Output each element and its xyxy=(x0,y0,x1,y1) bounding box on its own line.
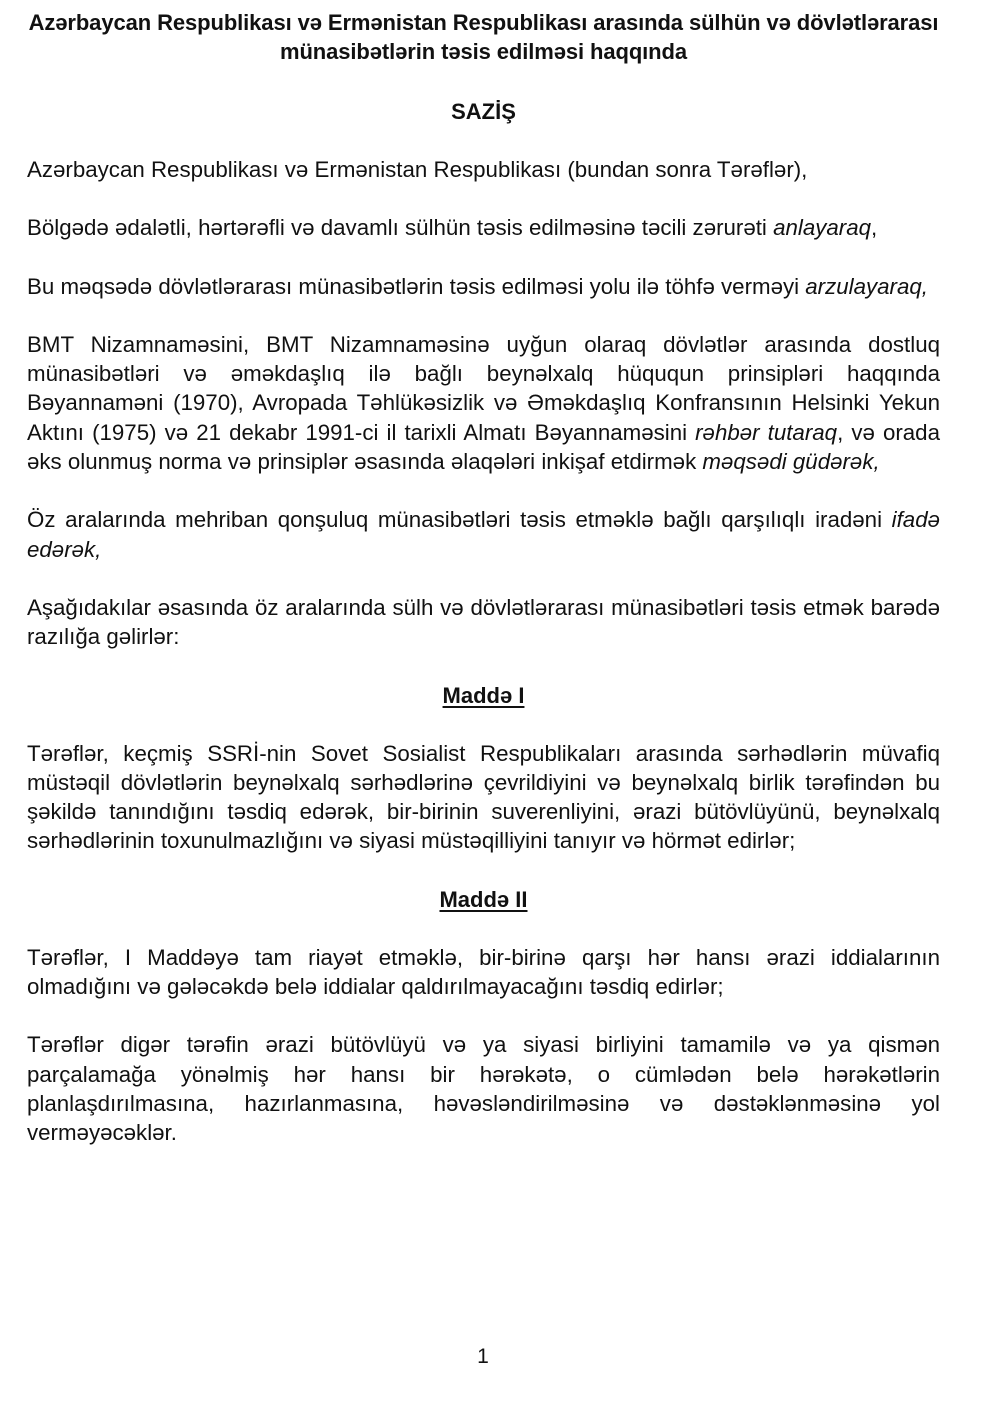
preamble-paragraph-6 xyxy=(27,593,940,652)
articles xyxy=(27,652,940,1148)
text-segment: BMT Nizamnaməsini, BMT Nizamnaməsinə uyğun olaraq dövlətlər arasında dostluq münasibətləri və əməkdaşlıq ilə bağlı beynəlxalq hüququn prinsipləri haqqında Bəyannaməni (1970), Avropada Təhlükəsizlik və Əməkdaşlıq Konfransının Helsinki Yekun Aktını (1975) və 21 dekabr 1991-ci il tarixli Almatı Bəyannaməsini xyxy=(27,331,940,445)
text-segment: Bu məqsədə dövlətlərarası münasibətlərin təsis edilməsi yolu ilə töhfə verməyi xyxy=(27,273,806,299)
page-number: 1 xyxy=(477,1345,489,1368)
spacer xyxy=(27,914,940,943)
spacer xyxy=(27,1001,940,1030)
text-segment: Azərbaycan Respublikası və Ermənistan Respublikası (bundan sonra Tərəflər), xyxy=(27,157,808,182)
text-segment: , və orada əks olunmuş norma və prinsiplər əsasında əlaqələri inkişaf etdirmək xyxy=(27,419,940,475)
preamble-paragraph-1 xyxy=(27,155,940,184)
preamble-paragraph-5 xyxy=(27,505,940,564)
spacer xyxy=(27,243,940,272)
italic-phrase: məqsədi güdərək, xyxy=(702,449,880,475)
article-1-paragraph-1: Tərəflər, keçmiş SSRİ-nin Sovet Sosialist Respublikaları arasında sərhədlərin müvafiq müstəqil dövlətlərin beynəlxalq sərhədlərinə çevrildiyini və beynəlxalq birlik tərəfindən bu şəkildə tanındığını təsdiq edərək, bir-birinin suverenliyini, ərazi bütövlüyünü, beynəlxalq sərhədlərinin toxunulmazlığını və siyasi müstəqilliyini tanıyır və hörmət edirlər; xyxy=(27,740,940,854)
preamble xyxy=(27,155,940,652)
article-2-paragraph-2: Tərəflər digər tərəfin ərazi bütövlüyü və ya siyasi birliyini tamamilə və ya qismən parçalamağa yönəlmiş hər hansı bir hərəkətə, o cümlədən belə hərəkətlərin planlaşdırılmasına, hazırlanmasına, həvəsləndirilməsinə və dəstəklənməsinə yol verməyəcəklər. xyxy=(27,1032,940,1146)
document-title: Azərbaycan Respublikası və Ermənistan Respublikası arasında sülhün və dövlətlərarası münasibətlərin təsis edilməsi haqqında xyxy=(28,10,939,64)
italic-phrase: rəhbər tutaraq xyxy=(695,419,838,445)
italic-phrase: arzulayaraq, xyxy=(805,273,928,299)
spacer xyxy=(27,126,940,155)
preamble-paragraph-4 xyxy=(27,330,940,476)
spacer xyxy=(27,710,940,739)
document-page xyxy=(27,0,940,1148)
text-segment: Öz aralarında mehriban qonşuluq münasibətləri təsis etməklə bağlı qarşılıqlı iradəni xyxy=(27,507,892,533)
preamble-paragraph-3 xyxy=(27,272,940,301)
article-2-heading-text: Maddə II xyxy=(439,886,528,912)
spacer xyxy=(27,184,940,213)
spacer xyxy=(27,301,940,330)
article-2-heading xyxy=(27,885,940,914)
italic-phrase: ifadə edərək, xyxy=(27,507,940,562)
spacer xyxy=(27,564,940,593)
text-segment: , xyxy=(871,215,878,241)
spacer xyxy=(27,652,940,681)
preamble-paragraph-2 xyxy=(27,213,940,242)
article-1-heading xyxy=(27,681,940,710)
text-segment: Bölgədə ədalətli, hərtərəfli və davamlı sülhün təsis edilməsinə təcili zərurəti xyxy=(27,215,774,241)
article-2-paragraph-1: Tərəflər, I Maddəyə tam riayət etməklə, bir-birinə qarşı hər hansı ərazi iddialarının olmadığını və gələcəkdə belə iddialar qaldırılmayacağını təsdiq edirlər; xyxy=(27,944,940,1000)
spacer xyxy=(27,476,940,505)
spacer xyxy=(27,856,940,885)
text-segment: Aşağıdakılar əsasında öz aralarında sülh və dövlətlərarası münasibətləri təsis etmək barədə razılığa gəlirlər: xyxy=(27,594,940,650)
document-subtitle: SAZİŞ xyxy=(451,99,516,124)
italic-phrase: anlayaraq xyxy=(773,215,872,241)
article-1-heading-text: Maddə I xyxy=(442,682,525,708)
